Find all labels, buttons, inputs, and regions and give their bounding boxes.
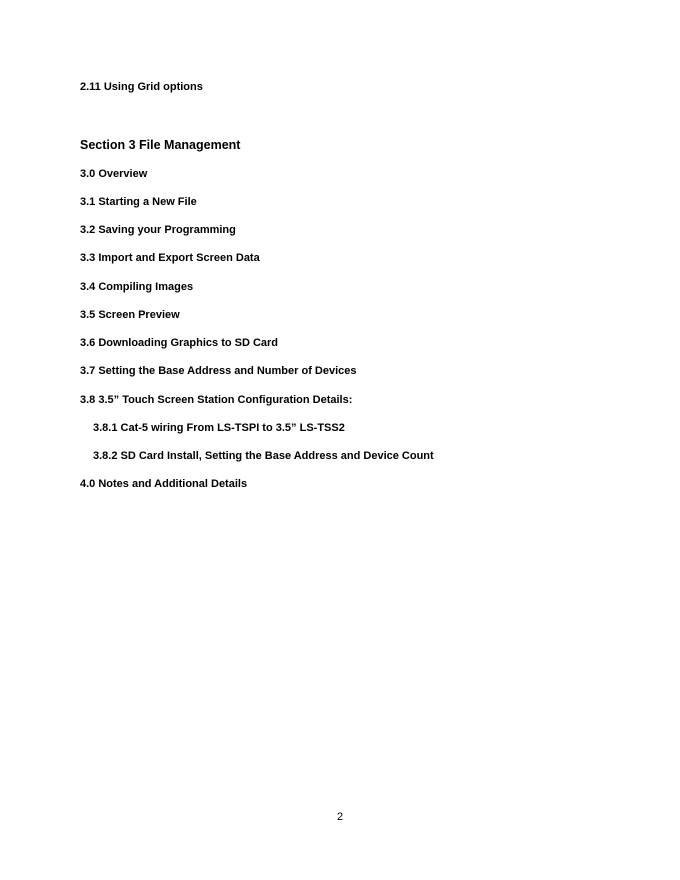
toc-entry-3-2: 3.2 Saving your Programming	[80, 224, 236, 236]
toc-entry-3-7: 3.7 Setting the Base Address and Number of Devices	[80, 365, 357, 377]
toc-entry-3-3: 3.3 Import and Export Screen Data	[80, 252, 260, 264]
toc-entry-3-6: 3.6 Downloading Graphics to SD Card	[80, 337, 279, 349]
toc-entry-2-11: 2.11 Using Grid options	[80, 81, 203, 93]
toc-entry-3-8-2: 3.8.2 SD Card Install, Setting the Base Address and Device Count	[93, 450, 434, 462]
toc-entry-4-0: 4.0 Notes and Additional Details	[80, 478, 248, 490]
toc-entry-3-0: 3.0 Overview	[80, 168, 148, 180]
page-number: 2	[336, 811, 344, 823]
toc-entry-3-8-1: 3.8.1 Cat-5 wiring From LS-TSPI to 3.5” LS-TSS2	[93, 422, 345, 434]
toc-entry-3-4: 3.4 Compiling Images	[80, 281, 194, 293]
section-3-heading: Section 3 File Management	[80, 138, 241, 152]
toc-entry-3-8: 3.8 3.5” Touch Screen Station Configuration Details:	[80, 394, 353, 406]
toc-entry-3-5: 3.5 Screen Preview	[80, 309, 180, 321]
toc-entry-3-1: 3.1 Starting a New File	[80, 196, 197, 208]
